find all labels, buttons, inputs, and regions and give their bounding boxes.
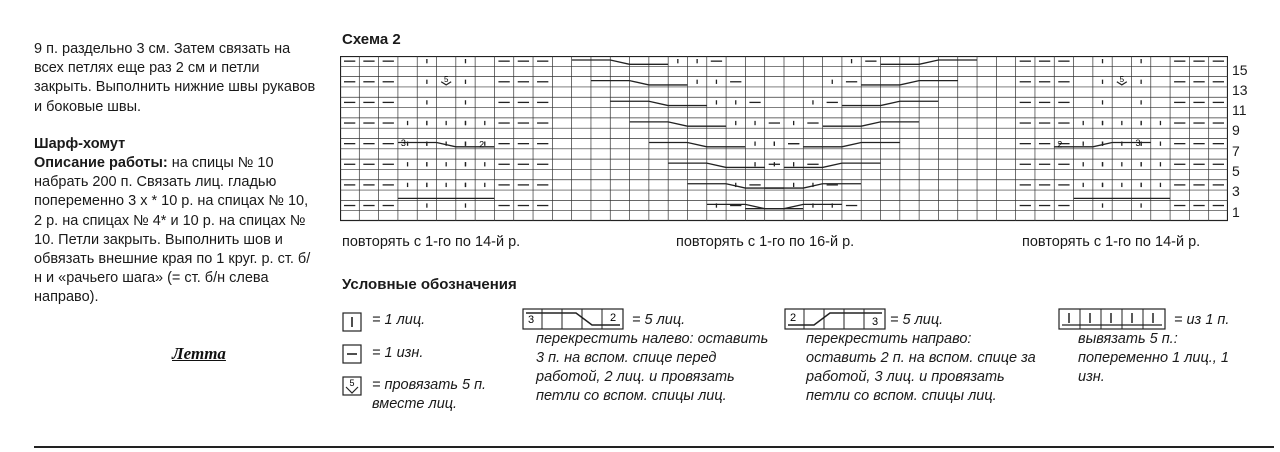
cable-left <box>591 81 688 85</box>
repeat-note-left: повторять с 1-го по 14-й р. <box>342 234 521 250</box>
chart-number: 3 <box>1135 137 1141 148</box>
chart-number: 2 <box>1057 139 1063 150</box>
chart-number: 5 <box>443 74 449 84</box>
cable-left <box>610 101 707 105</box>
row-number: 9 <box>1232 122 1240 138</box>
legend-cross-right-text: = 5 лиц. перекрестить направо: оставить 2 п. на вспом. спице за работой, 3 лиц. и провязать петли со вспом. спицы лиц. <box>806 312 1036 404</box>
row-number: 11 <box>1232 102 1247 118</box>
description-paragraph <box>34 154 318 308</box>
description-label: Описание работы: <box>34 155 168 172</box>
legend-title: Условные обозначения <box>342 276 517 293</box>
signature: Летта <box>172 344 226 363</box>
chart-number: 2 <box>479 139 485 150</box>
cross-right-num-a: 2 <box>790 312 797 324</box>
knit-stitch-icon <box>342 312 362 332</box>
cable-left <box>572 60 669 64</box>
bottom-divider <box>34 446 1274 448</box>
cable-right <box>803 143 900 147</box>
cable-left <box>649 143 746 147</box>
legend-bobble-text: = из 1 п. вывязать 5 п.: попеременно 1 лиц., 1 изн. <box>1078 312 1230 385</box>
knitting-chart <box>340 56 1228 222</box>
schema-title: Схема 2 <box>342 31 401 48</box>
row-number: 15 <box>1232 62 1248 78</box>
scarf-heading: Шарф-хомут <box>34 135 126 152</box>
dec-count: 5 <box>349 378 355 388</box>
description-text: на спицы № 10 набрать 200 п. Связать лиц. гладью попеременно 3 х * 10 р. на спицах № 10, 2 р. на спицах № 4* и 10 р. на спицах № 10. Петли закрыть. Выполнить шов и обвязать внешние края по 1 круг. р. ст. б/н и «рачьего шага» (= ст. б/н слева направо). <box>34 155 311 306</box>
legend-cross-left-text: = 5 лиц. перекрестить налево: оставить 3 п. на вспом. спице перед работой, 2 лиц. и провязать петли со вспом. спицы лиц. <box>536 312 769 404</box>
legend-knit-text: = 1 лиц. <box>372 312 426 328</box>
chart-number: 5 <box>1119 74 1125 84</box>
repeat-note-middle: повторять с 1-го по 16-й р. <box>676 234 855 250</box>
left-text-column <box>34 40 318 308</box>
cross-left-num-a: 3 <box>528 314 535 326</box>
cable-right <box>881 60 978 64</box>
legend-k5tog-text: = провязать 5 п. вместе лиц. <box>372 377 487 412</box>
cable-right <box>842 101 939 105</box>
legend-purl-text: = 1 изн. <box>372 345 424 361</box>
cable-right <box>784 163 881 167</box>
purl-stitch-icon <box>342 344 362 364</box>
chart-number: 3 <box>400 137 406 148</box>
knit-five-together-icon <box>342 376 362 396</box>
row-number: 13 <box>1232 82 1248 98</box>
intro-paragraph: 9 п. раздельно 3 см. Затем связать на всех петлях еще раз 2 см и петли закрыть. Выполнить нижние швы рукавов и боковые швы. <box>34 41 316 115</box>
row-number: 5 <box>1232 163 1240 179</box>
row-number: 7 <box>1232 143 1240 159</box>
cross-left-num-b: 2 <box>610 312 617 324</box>
cable-left <box>630 122 727 126</box>
row-number: 3 <box>1232 183 1240 199</box>
repeat-note-right: повторять с 1-го по 14-й р. <box>1022 234 1201 250</box>
cable-left <box>668 163 765 167</box>
cable-right <box>823 122 920 126</box>
cross-right-num-b: 3 <box>872 316 879 328</box>
row-number: 1 <box>1232 204 1240 220</box>
cable-right <box>861 81 958 85</box>
